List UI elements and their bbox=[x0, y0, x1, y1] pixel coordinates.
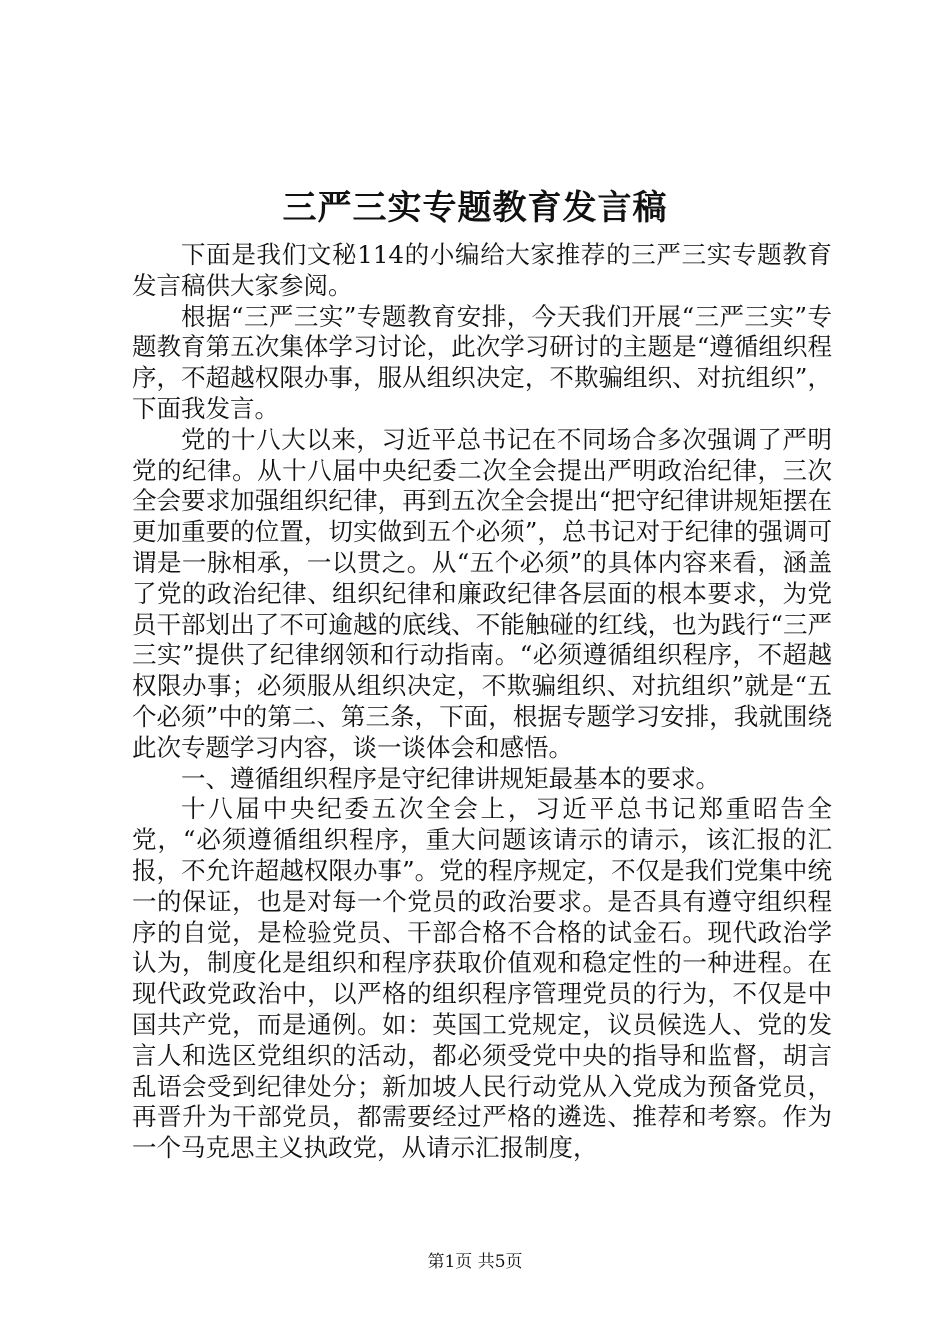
paragraph-intro: 下面是我们文秘114的小编给大家推荐的三严三实专题教育发言稿供大家参阅。 bbox=[132, 240, 832, 300]
page-footer: 第1页 共5页 bbox=[427, 1252, 523, 1272]
paragraph-background: 根据“三严三实”专题教育安排，今天我们开展“三严三实”专题教育第五次集体学习讨论，此次学习研讨的主题是“遵循组织程序，不超越权限办事，服从组织决定，不欺骗组织、对抗组织”，下面我发言。 bbox=[132, 301, 832, 423]
section-heading-1: 一、遵循组织程序是守纪律讲规矩最基本的要求。 bbox=[181, 763, 720, 793]
document-body bbox=[132, 240, 832, 1164]
paragraph-procedure: 十八届中央纪委五次全会上，习近平总书记郑重昭告全党，“必须遵循组织程序，重大问题该请示的请示，该汇报的汇报，不允许超越权限办事”。党的程序规定，不仅是我们党集中统一的保证，也是对每一个党员的政治要求。是否具有遵守组织程序的自觉，是检验党员、干部合格不合格的试金石。现代政治学认为，制度化是组织和程序获取价值观和稳定性的一种进程。在现代政党政治中，以严格的组织程序管理党员的行为，不仅是中国共产党，而是通例。如：英国工党规定，议员候选人、党的发言人和选区党组织的活动，都必须受党中央的指导和监督，胡言乱语会受到纪律处分；新加坡人民行动党从入党成为预备党员，再晋升为干部党员，都需要经过严格的遴选、推荐和考察。作为一个马克思主义执政党，从请示汇报制度， bbox=[132, 794, 832, 1163]
document-title: 三严三实专题教育发言稿 bbox=[282, 188, 668, 228]
paragraph-discipline: 党的十八大以来，习近平总书记在不同场合多次强调了严明党的纪律。从十八届中央纪委二次全会提出严明政治纪律，三次全会要求加强组织纪律，再到五次全会提出“把守纪律讲规矩摆在更加重要的位置，切实做到五个必须”，总书记对于纪律的强调可谓是一脉相承，一以贯之。从“五个必须”的具体内容来看，涵盖了党的政治纪律、组织纪律和廉政纪律各层面的根本要求，为党员干部划出了不可逾越的底线、不能触碰的红线，也为践行“三严三实”提供了纪律纲领和行动指南。“必须遵循组织程序，不超越权限办事；必须服从组织决定，不欺骗组织、对抗组织”就是“五个必须”中的第二、第三条，下面，根据专题学习安排，我就围绕此次专题学习内容，谈一谈体会和感悟。 bbox=[132, 424, 832, 762]
